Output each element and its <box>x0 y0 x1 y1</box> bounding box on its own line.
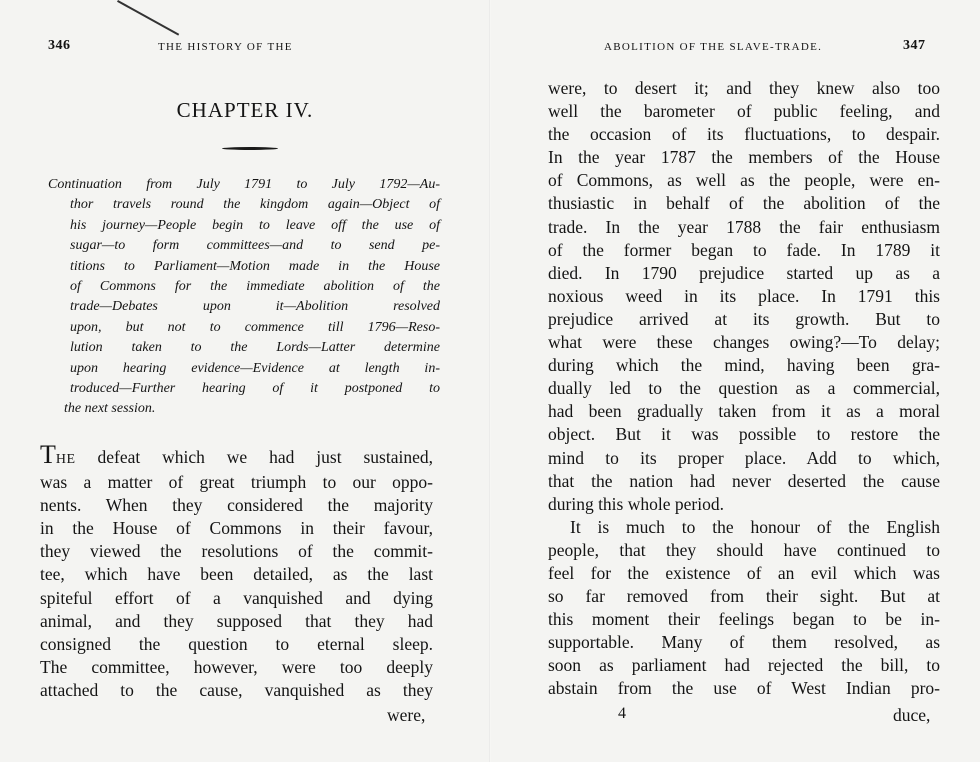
synopsis-line: upon, but not to commence till 1796—Reso- <box>70 319 440 335</box>
synopsis-line: sugar—to form committees—and to send pe- <box>70 238 440 254</box>
synopsis-line: trade—Debates upon it—Abolition resolved <box>70 299 440 315</box>
right-page <box>490 0 980 762</box>
text-line: of the former began to fade. In 1789 it <box>548 239 940 260</box>
synopsis-line: of Commons for the immediate abolition of the <box>70 279 440 295</box>
text-line: of Commons, as well as the people, were en- <box>548 170 940 191</box>
synopsis-line: Continuation from July 1791 to July 1792—Au- <box>48 177 440 192</box>
text-line: thusiastic in behalf of the abolition of the <box>548 193 940 214</box>
text-line: what were these changes owing?—To delay; <box>548 332 940 353</box>
chapter-synopsis <box>48 175 440 420</box>
text-line: In the year 1787 the members of the House <box>548 147 940 168</box>
drop-capital: T <box>40 440 56 469</box>
running-head-right: ABOLITION OF THE SLAVE-TRADE. <box>604 41 823 53</box>
text-line: tee, which have been detailed, as the last <box>40 564 433 585</box>
text-line: in the House of Commons in their favour, <box>40 518 433 539</box>
text-line: animal, and they supposed that they had <box>40 610 433 631</box>
text-line: had been gradually taken from it as a moral <box>548 401 940 422</box>
text-line: mind to its proper place. Add to which, <box>548 447 940 468</box>
text-line: the occasion of its fluctuations, to despair. <box>548 124 940 145</box>
text-line: feel for the existence of an evil which was <box>548 562 940 583</box>
text-line: spiteful effort of a vanquished and dying <box>40 587 433 608</box>
text-line: died. In 1790 prejudice started up as a <box>548 262 940 283</box>
text-line: noxious weed in its place. In 1791 this <box>548 285 940 306</box>
text-line: The committee, however, were too deeply <box>40 656 433 677</box>
chapter-title: CHAPTER IV. <box>176 98 314 122</box>
text-line: supportable. Many of them resolved, as <box>548 632 940 653</box>
text-line: consigned the question to eternal sleep. <box>40 633 433 654</box>
synopsis-line: the next session. <box>64 401 156 417</box>
ornamental-rule <box>222 147 278 150</box>
synopsis-line: his journey—People begin to leave off the use of <box>70 217 440 233</box>
small-caps-word: HE <box>55 452 76 467</box>
text-line: It is much to the honour of the English <box>570 516 940 537</box>
text-line: so far removed from their sight. But at <box>548 586 940 607</box>
text-line: prejudice arrived at its growth. But to <box>548 308 940 329</box>
text-line: trade. In the year 1788 the fair enthusiasm <box>548 216 940 237</box>
catchword-right: duce, <box>893 705 931 725</box>
text-line: were, to desert it; and they knew also too <box>548 78 940 98</box>
page-number-left: 346 <box>48 38 71 53</box>
body-first-line <box>40 440 433 471</box>
running-head-left: THE HISTORY OF THE <box>158 41 293 53</box>
first-line-rest: defeat which we had just sustained, <box>75 447 433 467</box>
text-line: well the barometer of public feeling, and <box>548 101 940 122</box>
synopsis-line: lution taken to the Lords—Latter determine <box>70 340 440 356</box>
text-line: during which the mind, having been gra- <box>548 355 940 376</box>
text-line: object. But it was possible to restore the <box>548 424 940 445</box>
text-line: nents. When they considered the majority <box>40 495 433 516</box>
synopsis-line: thor travels round the kingdom again—Object of <box>70 197 440 213</box>
text-line: during this whole period. <box>548 493 724 514</box>
left-body-text <box>40 440 433 702</box>
synopsis-line: troduced—Further hearing of it postponed to <box>70 381 440 397</box>
text-line: soon as parliament had rejected the bill, to <box>548 655 940 676</box>
text-line: this moment their feelings began to be in- <box>548 609 940 630</box>
synopsis-line: titions to Parliament—Motion made in the House <box>70 258 440 274</box>
synopsis-line: upon hearing evidence—Evidence at length in- <box>70 360 440 376</box>
text-line: attached to the cause, vanquished as they <box>40 679 433 700</box>
signature-mark: 4 <box>618 705 626 722</box>
right-body-text <box>548 77 940 701</box>
page-number-right: 347 <box>903 38 926 53</box>
catchword-left: were, <box>387 705 426 725</box>
text-line: abstain from the use of West Indian pro- <box>548 678 940 699</box>
text-line: was a matter of great triumph to our oppo- <box>40 472 433 493</box>
text-line: that the nation had never deserted the cause <box>548 470 940 491</box>
text-line: dually led to the question as a commercial, <box>548 378 940 399</box>
text-line: people, that they should have continued to <box>548 539 940 560</box>
text-line: they viewed the resolutions of the commit- <box>40 541 433 562</box>
